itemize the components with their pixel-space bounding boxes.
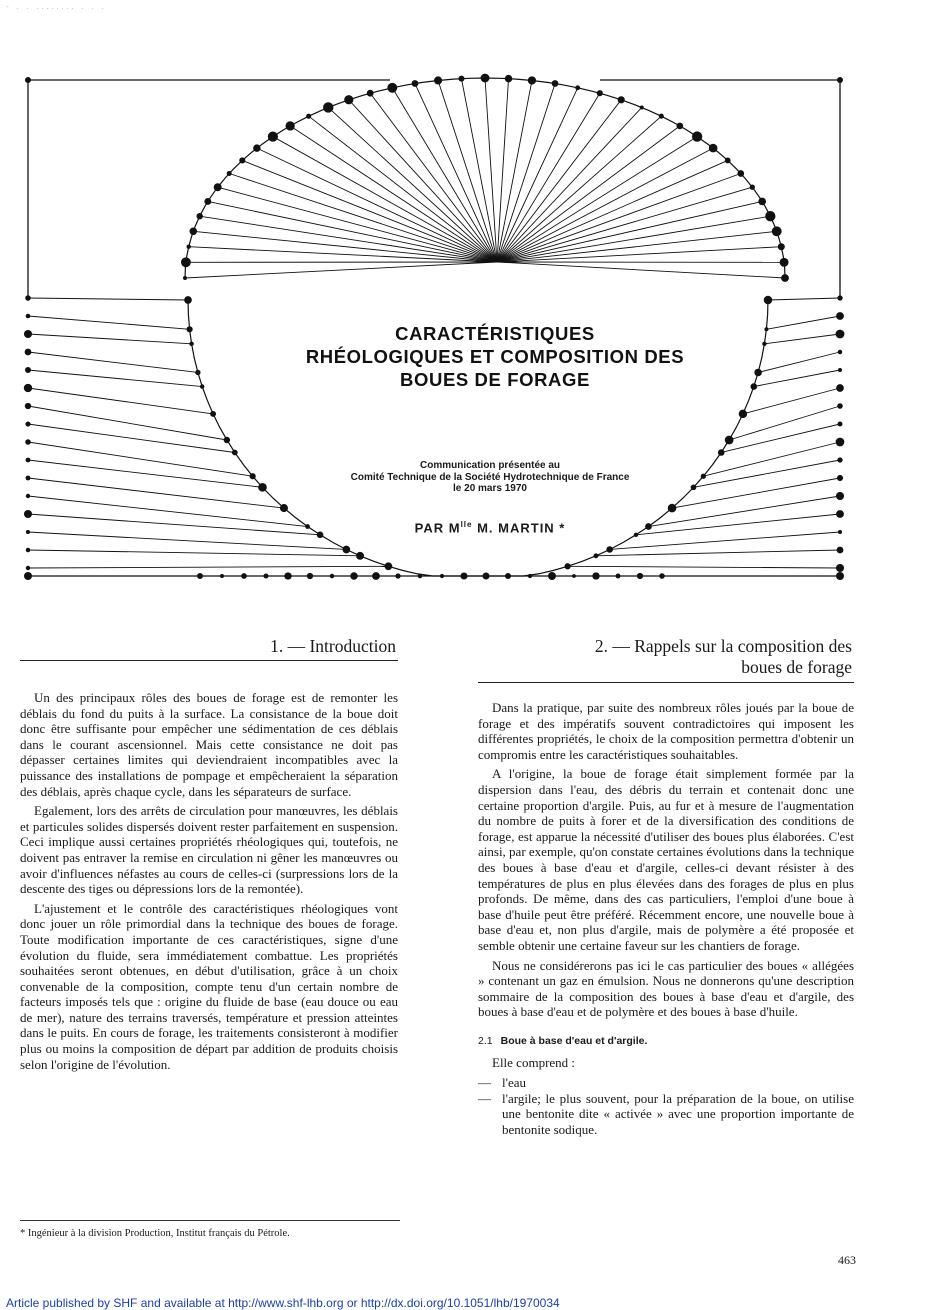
spoke-line <box>596 550 840 556</box>
spoke-dot <box>26 548 30 552</box>
list-item <box>478 1075 854 1091</box>
spoke-dot <box>284 572 291 579</box>
spoke-line <box>28 566 388 568</box>
spoke-dot <box>241 573 247 579</box>
section-2-paragraph: A l'origine, la boue de forage était simplement formée par la dispersion dans l'eau, des débris du terrain et contenait donc une certaine proportion d'argile. Puis, au fur et à mesure de l'augmentation du nombre de puits à forer et de la diversification des conditions de forage, est apparue la nécessité d'utiliser des boues plus élaborées. C'est ainsi, par exemple, qu'on constate certaines évolutions dans la technique des boues à base d'eau et d'argile, celles-ci devant résister à des températures de plus en plus élevées dans des forages de plus en plus profonds. De même, dans des cas particuliers, l'emploi d'une boue à base d'huile peut être préféré. Récemment encore, une nouvelle boue à base d'eau et, non plus d'argile, mais de polymère a été proposée et semble obtenir une certaine faveur sur les chantiers de forage. <box>478 766 854 953</box>
spoke-dot <box>762 342 766 346</box>
spoke-dot <box>637 573 643 579</box>
section-2-rule <box>478 682 854 683</box>
section-2-body <box>478 700 854 1137</box>
spoke-dot <box>26 314 31 319</box>
spoke-dot <box>739 410 747 418</box>
spoke-dot <box>385 562 393 570</box>
list-item-text: l'argile; le plus souvent, pour la préparation de la boue, on utilise une bentonite dite « activée » avec une proportion importante de bentonite sodique. <box>502 1091 854 1138</box>
dash-marker: — <box>478 1075 502 1091</box>
spoke-dot <box>838 350 843 355</box>
spoke-line <box>497 79 509 262</box>
spoke-dot <box>838 368 842 372</box>
spoke-dot <box>184 296 192 304</box>
author-prefix: PAR M <box>415 520 461 535</box>
spoke-dot <box>24 510 32 518</box>
spoke-dot <box>24 330 32 338</box>
spoke-dot <box>25 349 32 356</box>
spoke-dot <box>837 403 843 409</box>
section-2-heading <box>470 636 852 678</box>
spoke-dot <box>440 574 444 578</box>
spoke-dot <box>837 475 843 481</box>
section-2-paragraph: Nous ne considérerons pas ici le cas particulier des boues « allégées » contenant un gaz en émulsion. Nous ne donnerons qu'une description sommaire de la composition des boues à base d'eau et d'argile, des boues à base d'eau et de polymère et des boues à base d'huile. <box>478 958 854 1020</box>
upper-arc <box>185 78 785 278</box>
spoke-line <box>28 370 202 387</box>
scan-noise: - . . ........ . . . <box>6 2 107 11</box>
spoke-dot <box>418 574 423 579</box>
spoke-dot <box>220 574 224 578</box>
spoke-dot <box>659 573 665 579</box>
spoke-line <box>497 262 785 278</box>
dash-marker: — <box>478 1091 502 1138</box>
spoke-line <box>392 88 497 262</box>
spoke-dot <box>350 572 357 579</box>
spoke-dot <box>26 458 31 463</box>
spoke-dot <box>342 546 350 554</box>
section-2-heading-line-2: boues de forage <box>470 657 852 678</box>
spoke-dot <box>232 450 238 456</box>
comprend-line: Elle comprend : <box>478 1055 854 1071</box>
communication-note <box>240 460 740 495</box>
spoke-dot <box>264 574 269 579</box>
spoke-dot <box>330 574 334 578</box>
spoke-dot <box>482 572 489 579</box>
section-1-paragraph: Un des principaux rôles des boues de forage est de remonter les déblais du fond du puits à la surface. La consistance de la boue doit donc être suffisante pour empêcher une sédimentation de ces déblais dans le courant ascensionnel. Mais cette consistance ne doit pas dépasser certaines limites qui deviendraient incompatibles avec la puissance des installations de pompage et empêcheraient la séparation des déblais, après chaque cycle, dans les séparateurs de surface. <box>20 690 398 799</box>
spoke-dot <box>395 573 400 578</box>
spoke-dot <box>224 437 230 443</box>
footnote-rule <box>20 1220 400 1221</box>
spoke-dot <box>836 510 844 518</box>
subsection-title: Boue à base d'eau et d'argile. <box>501 1035 648 1047</box>
spoke-dot <box>187 326 193 332</box>
spoke-dot <box>356 552 364 560</box>
spoke-dot <box>200 384 204 388</box>
ornamental-spoke-figure <box>0 0 930 610</box>
spoke-line <box>218 187 497 262</box>
spoke-line <box>28 406 227 440</box>
spoke-dot <box>25 295 31 301</box>
spoke-dot <box>764 327 768 331</box>
spoke-dot <box>594 553 599 558</box>
spoke-dot <box>505 573 511 579</box>
spoke-dot <box>606 546 613 553</box>
section-2-paragraph: Dans la pratique, par suite des nombreux rôles joués par la boue de forage et des impératifs souvent contradictoires qui imposent les différentes propriétés, le choix de la composition permettra d'obtenir un compromis entre les caractéristiques souhaitables. <box>478 700 854 762</box>
list-item-text: l'eau <box>502 1075 854 1091</box>
spoke-dot <box>197 573 203 579</box>
footer-link[interactable]: Article published by SHF and available at http://www.shf-lhb.org or http://dx.doi.org/10.1051/lhb/1970034 <box>6 1296 560 1310</box>
spoke-dot <box>837 77 843 83</box>
spoke-dot <box>837 295 842 300</box>
footnote: * Ingénieur à la division Production, Institut français du Pétrole. <box>20 1228 290 1239</box>
spoke-dot <box>764 296 773 305</box>
section-1-heading: 1. — Introduction <box>20 636 396 657</box>
spoke-line <box>28 424 235 452</box>
spoke-dot <box>836 312 844 320</box>
spoke-line <box>200 216 497 262</box>
title-line-2: RHÉOLOGIQUES ET COMPOSITION DES <box>230 345 760 368</box>
spoke-line <box>497 148 713 262</box>
spoke-dot <box>725 436 734 445</box>
section-1-body <box>20 690 398 1076</box>
spoke-line <box>766 316 840 329</box>
spoke-line <box>764 334 840 344</box>
spoke-line <box>28 298 188 300</box>
spoke-dot <box>836 492 844 500</box>
spoke-dot <box>280 504 288 512</box>
spoke-line <box>768 298 840 300</box>
spoke-dot <box>564 563 570 569</box>
spoke-line <box>758 352 840 372</box>
spoke-dot <box>372 572 380 580</box>
section-1-paragraph: L'ajustement et le contrôle des caractéristiques rhéologiques vont donc jouer un rôle primordial dans la technique des boues de forage. Toute modification importante de ces caractéristiques, signe d'une évolution du fluide, sera immédiatement combattue. Les propriétés souhaitées seront obtenues, en début d'utilisation, grâce à un choix convenable de la composition, compte tenu d'un certain nombre de facteurs imposés tels que : origine du fluide de base (eau douce ou eau de mer), nature des terrains traversés, température et pression atteintes dans le puits. En cours de forage, les traitements consisteront à modifier plus ou moins la composition de départ par addition de produits choisis selon l'origine de l'évolution. <box>20 901 398 1073</box>
spoke-dot <box>25 403 31 409</box>
spoke-dot <box>836 572 844 580</box>
spoke-line <box>497 88 578 262</box>
spoke-dot <box>836 564 844 572</box>
author-title-sup: lle <box>461 520 473 529</box>
spoke-dot <box>25 439 31 445</box>
spoke-line <box>28 442 253 476</box>
spoke-line <box>485 78 497 262</box>
spoke-dot <box>25 421 30 426</box>
spoke-dot <box>528 574 532 578</box>
spoke-dot <box>836 438 845 447</box>
communication-line-3: le 20 mars 1970 <box>240 483 740 495</box>
spoke-dot <box>838 530 842 534</box>
spoke-dot <box>548 572 556 580</box>
title-line-1: CARACTÉRISTIQUES <box>230 322 760 345</box>
subsection-2-1-heading <box>478 1034 854 1050</box>
spoke-line <box>497 216 770 262</box>
spoke-line <box>208 201 497 262</box>
spoke-dot <box>718 449 725 456</box>
spoke-dot <box>26 530 30 534</box>
spoke-dot <box>24 384 32 392</box>
page-number: 463 <box>838 1253 856 1268</box>
section-1-rule <box>20 660 398 661</box>
section-1-paragraph: Egalement, lors des arrêts de circulation pour manœuvres, les déblais et particules solides dispersés doivent rester parfaitement en suspension. Ceci implique aussi certaines propriétés rhéologiques qui, toutefois, ne doivent pas entraver la remise en circulation ni gêner les manœuvres ou avoir d'influences néfastes au cours de celles-ci (surpressions lors de la descente des tiges ou dépressions lors de la remontée). <box>20 803 398 897</box>
author-line <box>260 520 720 535</box>
spoke-dot <box>195 370 200 375</box>
communication-line-2: Comité Technique de la Société Hydrotechnique de France <box>240 472 740 484</box>
spoke-dot <box>836 384 844 392</box>
spoke-line <box>189 247 497 262</box>
spoke-line <box>721 424 840 452</box>
spoke-line <box>28 334 192 344</box>
spoke-dot <box>189 342 193 346</box>
subsection-number: 2.1 <box>478 1035 493 1047</box>
spoke-line <box>28 352 198 372</box>
communication-line-1: Communication présentée au <box>240 460 740 472</box>
spoke-dot <box>460 572 467 579</box>
spoke-line <box>28 460 262 487</box>
spoke-dot <box>616 574 621 579</box>
spoke-dot <box>210 411 216 417</box>
spoke-dot <box>26 566 30 570</box>
spoke-line <box>497 116 661 262</box>
spoke-line <box>568 566 840 568</box>
spoke-line <box>28 550 360 556</box>
section-2-heading-line-1: 2. — Rappels sur la composition des <box>470 636 852 657</box>
spoke-dot <box>25 367 31 373</box>
spoke-dot <box>25 77 31 83</box>
spoke-dot <box>592 572 599 579</box>
author-name: M. MARTIN * <box>477 520 565 535</box>
spoke-dot <box>837 457 842 462</box>
spoke-line <box>185 262 497 278</box>
spoke-dot <box>307 573 313 579</box>
spoke-dot <box>837 547 844 554</box>
spoke-line <box>497 247 781 262</box>
spoke-dot <box>24 572 32 580</box>
spoke-dot <box>26 476 31 481</box>
spoke-line <box>28 388 213 414</box>
spoke-line <box>309 116 497 262</box>
list-item <box>478 1091 854 1138</box>
spoke-dot <box>836 330 845 339</box>
spoke-line <box>754 370 840 387</box>
spoke-line <box>257 148 497 262</box>
spoke-dot <box>668 504 677 513</box>
spoke-dot <box>837 421 842 426</box>
article-title <box>230 322 760 391</box>
spoke-dot <box>572 574 576 578</box>
title-line-3: BOUES DE FORAGE <box>230 368 760 391</box>
spoke-line <box>28 316 190 329</box>
spoke-dot <box>26 494 30 498</box>
